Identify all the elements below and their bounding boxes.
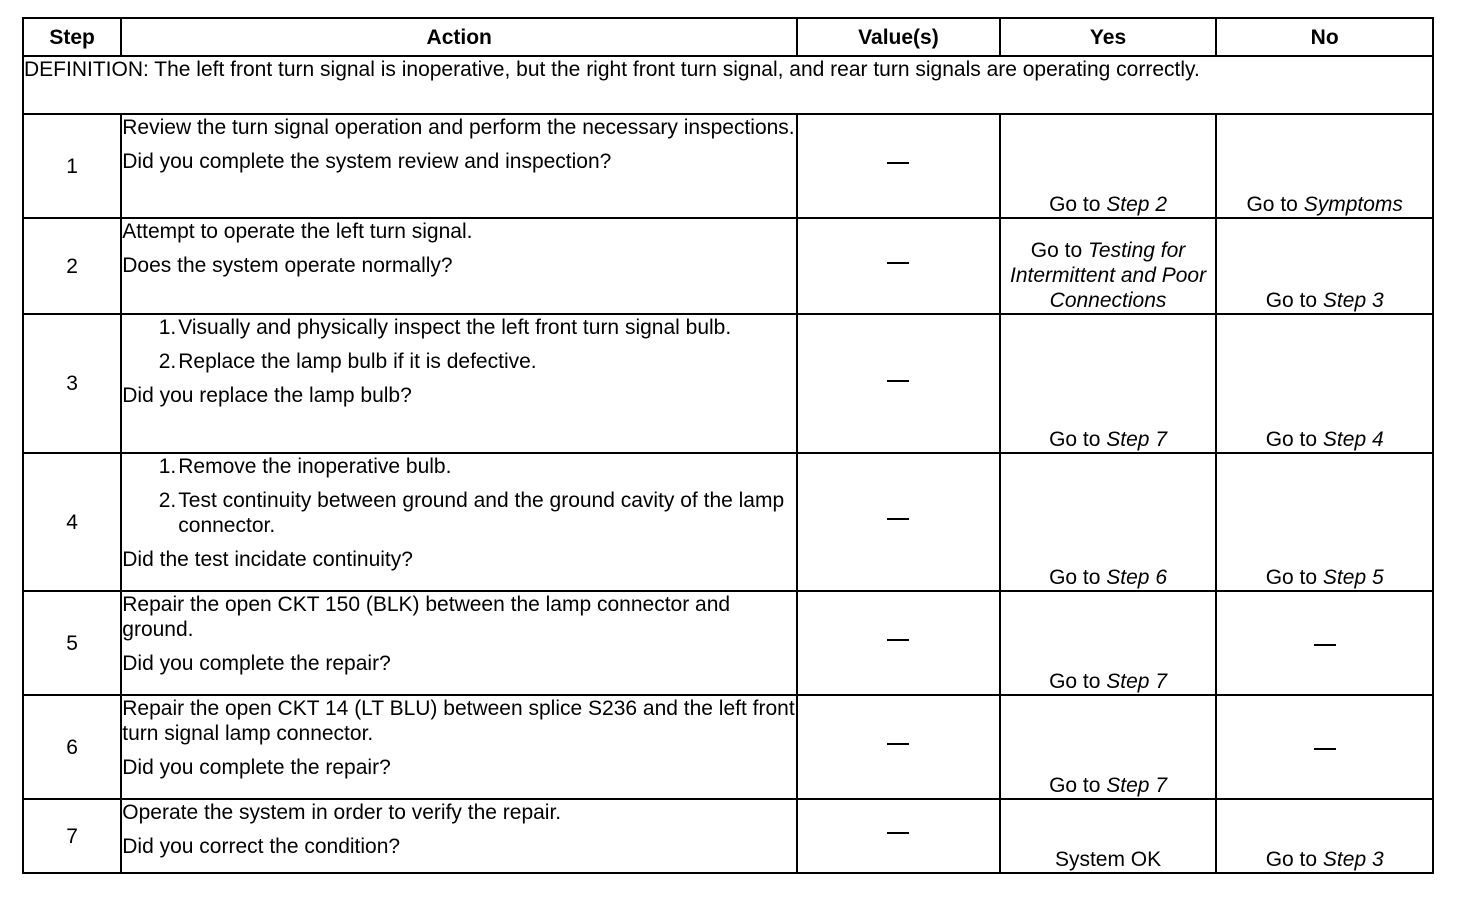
no-result-ref-link[interactable]: Step 5 bbox=[1322, 566, 1384, 589]
action-list bbox=[122, 315, 796, 374]
value-cell bbox=[797, 314, 1000, 453]
dash-mark bbox=[887, 518, 909, 520]
no-result bbox=[1216, 314, 1433, 453]
action-cell bbox=[121, 591, 797, 695]
no-result bbox=[1216, 695, 1433, 799]
no-result-ref-link[interactable]: Symptoms bbox=[1303, 193, 1403, 216]
header-step: Step bbox=[23, 18, 121, 56]
action-question: Did you replace the lamp bulb? bbox=[122, 384, 412, 407]
no-result-prefix: Go to bbox=[1246, 193, 1298, 216]
header-values: Value(s) bbox=[797, 18, 1000, 56]
dash-mark bbox=[887, 639, 909, 641]
dash-mark bbox=[1314, 644, 1336, 646]
action-cell bbox=[121, 695, 797, 799]
no-result-prefix: Go to bbox=[1265, 428, 1318, 451]
diagnostic-table bbox=[22, 17, 1434, 874]
no-result-prefix: Go to bbox=[1265, 566, 1318, 589]
item-number: 2. bbox=[158, 489, 177, 512]
action-cell bbox=[121, 314, 797, 453]
step-number: 4 bbox=[23, 453, 121, 591]
item-number: 2. bbox=[158, 350, 177, 373]
yes-result bbox=[1000, 695, 1217, 799]
no-result bbox=[1216, 114, 1433, 218]
dash-mark bbox=[887, 162, 909, 164]
action-cell bbox=[121, 218, 797, 314]
no-result-ref-link[interactable]: Step 4 bbox=[1322, 428, 1384, 451]
dash-mark bbox=[887, 262, 909, 264]
yes-result-ref-link[interactable]: Step 7 bbox=[1106, 428, 1167, 451]
yes-result bbox=[1000, 591, 1217, 695]
yes-result bbox=[1000, 218, 1217, 314]
yes-result-ref-link[interactable]: Step 7 bbox=[1106, 774, 1167, 797]
action-question: Did you complete the system review and inspection? bbox=[122, 150, 612, 173]
no-result-ref-link[interactable]: Step 3 bbox=[1322, 289, 1384, 312]
action-cell bbox=[121, 114, 797, 218]
definition-row bbox=[23, 56, 1433, 114]
value-cell bbox=[797, 799, 1000, 873]
step-number: 2 bbox=[23, 218, 121, 314]
yes-result bbox=[1000, 799, 1217, 873]
action-cell bbox=[121, 799, 797, 873]
header-action: Action bbox=[121, 18, 797, 56]
yes-result-ref-link[interactable]: Step 2 bbox=[1106, 193, 1167, 216]
step-row bbox=[23, 695, 1433, 799]
action-list bbox=[122, 454, 796, 538]
definition-text: DEFINITION: The left front turn signal is inoperative, but the right front turn signal, and rear turn signals are operating correctly. bbox=[23, 56, 1433, 114]
step-row bbox=[23, 314, 1433, 453]
yes-result bbox=[1000, 314, 1217, 453]
action-question: Did the test incidate continuity? bbox=[122, 548, 413, 571]
step-row bbox=[23, 799, 1433, 873]
yes-result-prefix: Go to bbox=[1049, 566, 1101, 589]
yes-result-prefix: Go to bbox=[1030, 239, 1083, 262]
yes-result-prefix: Go to bbox=[1049, 670, 1101, 693]
no-result-prefix: Go to bbox=[1265, 289, 1318, 312]
no-result bbox=[1216, 453, 1433, 591]
step-row bbox=[23, 453, 1433, 591]
step-number: 7 bbox=[23, 799, 121, 873]
no-result bbox=[1216, 591, 1433, 695]
yes-result-text: System OK bbox=[1054, 848, 1162, 871]
no-result-ref-link[interactable]: Step 3 bbox=[1322, 848, 1384, 871]
item-text: Replace the lamp bulb if it is defective. bbox=[178, 350, 537, 373]
dash-mark bbox=[887, 380, 909, 382]
action-cell bbox=[121, 453, 797, 591]
action-instruction: Repair the open CKT 14 (LT BLU) between splice S236 and the left front turn signal lamp connector. bbox=[122, 697, 795, 745]
yes-result-ref-link[interactable]: Testing for Intermittent and Poor Connections bbox=[1009, 239, 1207, 312]
yes-result-prefix: Go to bbox=[1049, 774, 1101, 797]
no-result bbox=[1216, 799, 1433, 873]
yes-result bbox=[1000, 114, 1217, 218]
no-result-prefix: Go to bbox=[1265, 848, 1318, 871]
item-number: 1. bbox=[158, 316, 177, 339]
action-question: Does the system operate normally? bbox=[122, 254, 453, 277]
item-text: Visually and physically inspect the left front turn signal bulb. bbox=[178, 316, 732, 339]
step-row bbox=[23, 591, 1433, 695]
yes-result bbox=[1000, 453, 1217, 591]
step-number: 5 bbox=[23, 591, 121, 695]
step-number: 1 bbox=[23, 114, 121, 218]
action-list-item bbox=[122, 315, 796, 340]
yes-result-prefix: Go to bbox=[1049, 428, 1101, 451]
action-question: Did you correct the condition? bbox=[122, 835, 401, 858]
item-text: Remove the inoperative bulb. bbox=[178, 455, 452, 478]
action-instruction: Review the turn signal operation and perform the necessary inspections. bbox=[122, 116, 795, 139]
action-instruction: Repair the open CKT 150 (BLK) between the lamp connector and ground. bbox=[122, 593, 731, 641]
action-instruction: Operate the system in order to verify the repair. bbox=[122, 801, 562, 824]
action-list-item bbox=[122, 349, 796, 374]
yes-result-ref-link[interactable]: Step 6 bbox=[1106, 566, 1167, 589]
dash-mark bbox=[1314, 748, 1336, 750]
dash-mark bbox=[887, 743, 909, 745]
item-number: 1. bbox=[158, 455, 177, 478]
header-yes: Yes bbox=[1000, 18, 1217, 56]
action-list-item bbox=[122, 488, 796, 538]
yes-result-prefix: Go to bbox=[1049, 193, 1101, 216]
value-cell bbox=[797, 695, 1000, 799]
step-number: 3 bbox=[23, 314, 121, 453]
step-row bbox=[23, 218, 1433, 314]
action-instruction: Attempt to operate the left turn signal. bbox=[122, 220, 473, 243]
dash-mark bbox=[887, 832, 909, 834]
item-text: Test continuity between ground and the ground cavity of the lamp connector. bbox=[178, 489, 785, 537]
value-cell bbox=[797, 453, 1000, 591]
step-number: 6 bbox=[23, 695, 121, 799]
value-cell bbox=[797, 591, 1000, 695]
header-no: No bbox=[1216, 18, 1433, 56]
action-question: Did you complete the repair? bbox=[122, 756, 391, 779]
header-row bbox=[23, 18, 1433, 56]
value-cell bbox=[797, 114, 1000, 218]
yes-result-ref-link[interactable]: Step 7 bbox=[1106, 670, 1167, 693]
value-cell bbox=[797, 218, 1000, 314]
action-question: Did you complete the repair? bbox=[122, 652, 391, 675]
step-row bbox=[23, 114, 1433, 218]
action-list-item bbox=[122, 454, 796, 479]
no-result bbox=[1216, 218, 1433, 314]
